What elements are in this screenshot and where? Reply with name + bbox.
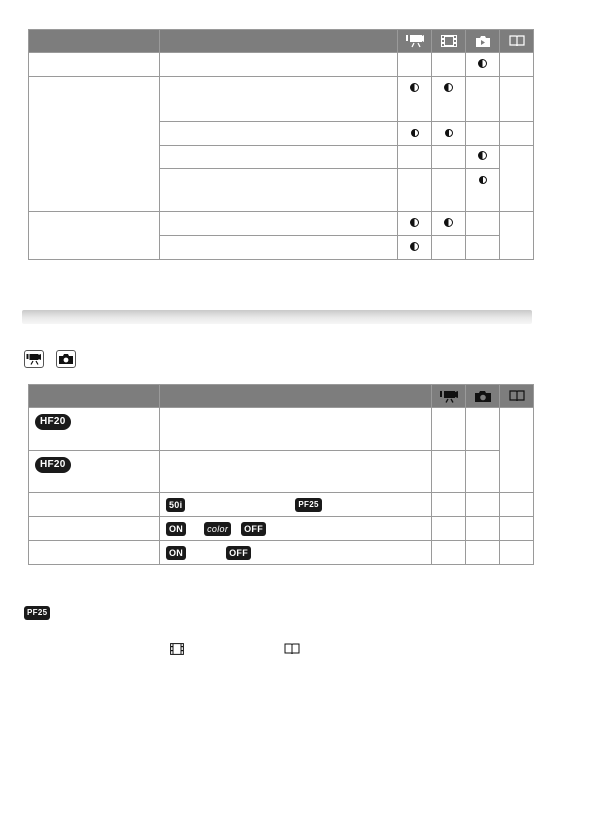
inline-reference-icons [170,640,396,658]
menu-item-cell [29,493,160,517]
table-row [29,451,534,493]
options-cell [160,53,398,77]
on-badge: ON [166,546,186,560]
header-film-mode [432,30,466,53]
rate-pf25-badge: PF25 [295,498,321,512]
half-circle-icon [479,176,487,184]
menu-item-cell [29,408,160,451]
table-row [29,53,534,77]
header-photo-mode [466,385,500,408]
film-strip-inline [170,640,188,657]
hf20-badge: HF20 [35,414,71,430]
options-cell [160,236,398,260]
hf20-badge: HF20 [35,457,71,473]
video-camera-icon [26,353,42,365]
movie-mode-badge [24,350,44,368]
book-icon [509,35,525,47]
film-strip-icon [440,34,458,48]
header-menu-item [29,385,160,408]
menu-item-cell [29,77,160,212]
header-setting-options [160,30,398,53]
header-menu-item [29,30,160,53]
half-circle-icon [444,83,453,92]
menu-item-cell [29,53,160,77]
header-reference-page [500,385,534,408]
options-cell [160,169,398,212]
settings-table-1 [28,29,534,260]
options-cell [160,541,432,565]
menu-item-cell [29,517,160,541]
header-reference-page [500,30,534,53]
half-circle-icon [410,242,419,251]
options-cell [160,517,432,541]
video-camera-icon [405,34,425,48]
header-playback-mode [466,30,500,53]
half-circle-icon [444,218,453,227]
half-circle-icon [478,59,487,68]
book-icon [284,643,300,655]
options-cell [160,451,432,493]
video-camera-icon [439,389,459,403]
footnote [24,604,50,622]
book-icon [509,390,525,402]
options-cell [160,77,398,122]
half-circle-icon [410,83,419,92]
book-inline [284,640,300,657]
half-circle-icon [411,129,419,137]
off-badge: OFF [226,546,251,560]
table-row [29,493,534,517]
options-cell [160,146,398,169]
photo-mode-badge [56,350,76,368]
camera-icon [474,389,492,403]
settings-table-2 [28,384,534,565]
options-cell [160,408,432,451]
half-circle-icon [410,218,419,227]
half-circle-icon [445,129,453,137]
options-cell [160,122,398,146]
table-row [29,517,534,541]
table-header-row [29,30,534,53]
rate-pf25-badge: PF25 [24,606,50,620]
table-row [29,77,534,122]
table-header-row [29,385,534,408]
table-row [29,408,534,451]
table-row [29,212,534,236]
rate-50i-badge: 50i [166,498,185,512]
menu-item-cell [29,212,160,260]
color-badge: color [204,522,231,536]
section-heading-bar [22,310,532,324]
table-row [29,541,534,565]
playback-icon [474,34,492,48]
options-cell [160,493,432,517]
on-badge: ON [166,522,186,536]
header-setting-options [160,385,432,408]
film-strip-icon [170,643,184,655]
header-movie-mode [432,385,466,408]
half-circle-icon [478,151,487,160]
menu-item-cell [29,541,160,565]
menu-item-cell [29,451,160,493]
camera-icon [58,353,74,365]
header-movie-mode [398,30,432,53]
options-cell [160,212,398,236]
off-badge: OFF [241,522,266,536]
mode-icons [24,350,84,368]
